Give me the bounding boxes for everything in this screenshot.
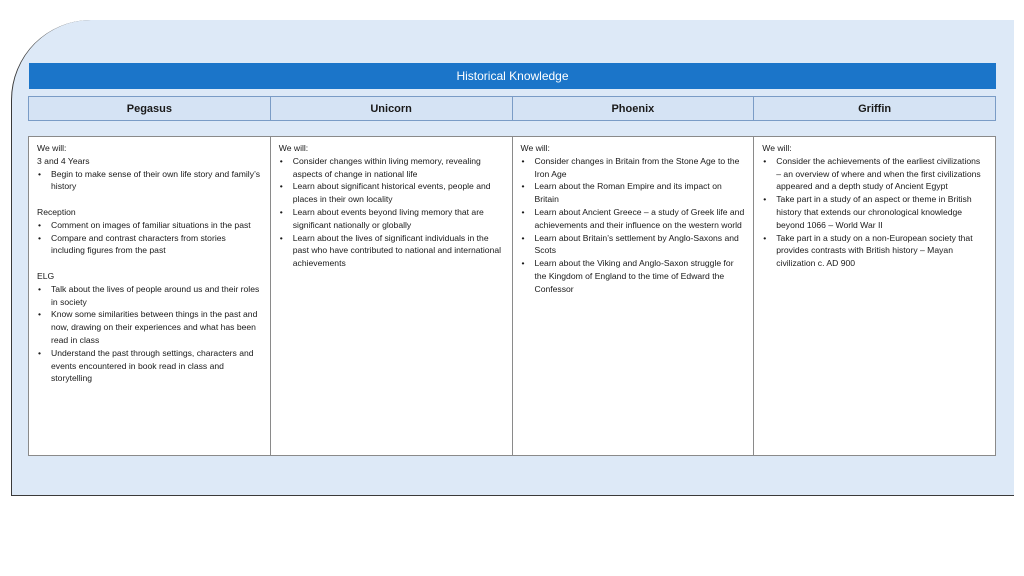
- list-item: • Compare and contrast characters from stories including figures from the past: [37, 232, 262, 258]
- list-item: • Learn about Ancient Greece – a study of Greek life and achievements and their influence on the western world: [521, 206, 746, 232]
- column-header-unicorn: Unicorn: [271, 97, 513, 120]
- column-header-pegasus: Pegasus: [29, 97, 271, 120]
- age-list: [37, 168, 262, 194]
- column-griffin: [754, 137, 995, 455]
- list-item: • Take part in a study on a non-European society that provides contrasts with British history – Mayan civilization c. AD 900: [762, 232, 987, 270]
- elg-list: [37, 283, 262, 385]
- reception-heading: Reception: [37, 206, 76, 217]
- elg-heading: ELG: [37, 270, 55, 281]
- column-pegasus: [29, 137, 271, 455]
- griffin-list: [762, 155, 987, 270]
- list-item: • Learn about the Viking and Anglo-Saxon struggle for the Kingdom of England to the time of Edward the Confessor: [521, 257, 746, 295]
- list-item: • Learn about Britain’s settlement by Anglo-Saxons and Scots: [521, 232, 746, 258]
- age-heading: 3 and 4 Years: [37, 155, 90, 166]
- intro-text: We will:: [278, 143, 309, 153]
- column-header-row: [28, 96, 996, 121]
- column-header-griffin: Griffin: [858, 102, 892, 115]
- page-title: Historical Knowledge: [29, 63, 996, 89]
- list-item: • Consider the achievements of the earliest civilizations – an overview of where and when the first civilizations appeared and a depth study of Ancient Egypt: [762, 155, 987, 193]
- list-item: • Take part in a study of an aspect or theme in British history that extends our chronological knowledge beyond 1066 – World War II: [762, 193, 987, 231]
- list-item: • Begin to make sense of their own life story and family’s history: [37, 168, 262, 194]
- list-item: • Learn about significant historical events, people and places in their own locality: [279, 180, 504, 206]
- list-item: • Consider changes in Britain from the Stone Age to the Iron Age: [521, 155, 746, 181]
- list-item: • Comment on images of familiar situations in the past: [37, 219, 262, 232]
- list-item: • Understand the past through settings, characters and events encountered in book read in class and storytelling: [37, 347, 262, 385]
- list-item: • Know some similarities between things in the past and now, drawing on their experiences and what has been read in class: [37, 308, 262, 346]
- column-unicorn: [271, 137, 513, 455]
- list-item: • Consider changes within living memory, revealing aspects of change in national life: [279, 155, 504, 181]
- column-header-phoenix: Phoenix: [513, 97, 755, 120]
- intro-text: We will:: [37, 143, 67, 153]
- list-item: • Learn about the lives of significant individuals in the past who have contributed to national and international achievements: [279, 232, 504, 270]
- list-item: • Learn about the Roman Empire and its impact on Britain: [521, 180, 746, 206]
- content-table: [28, 136, 996, 456]
- column-phoenix: [513, 137, 755, 455]
- list-item: • Talk about the lives of people around us and their roles in society: [37, 283, 262, 309]
- intro-text: We will:: [520, 143, 550, 153]
- unicorn-list: [279, 155, 504, 270]
- list-item: • Learn about events beyond living memory that are significant nationally or globally: [279, 206, 504, 232]
- intro-text: We will:: [762, 143, 792, 153]
- reception-list: [37, 219, 262, 257]
- phoenix-list: [521, 155, 746, 296]
